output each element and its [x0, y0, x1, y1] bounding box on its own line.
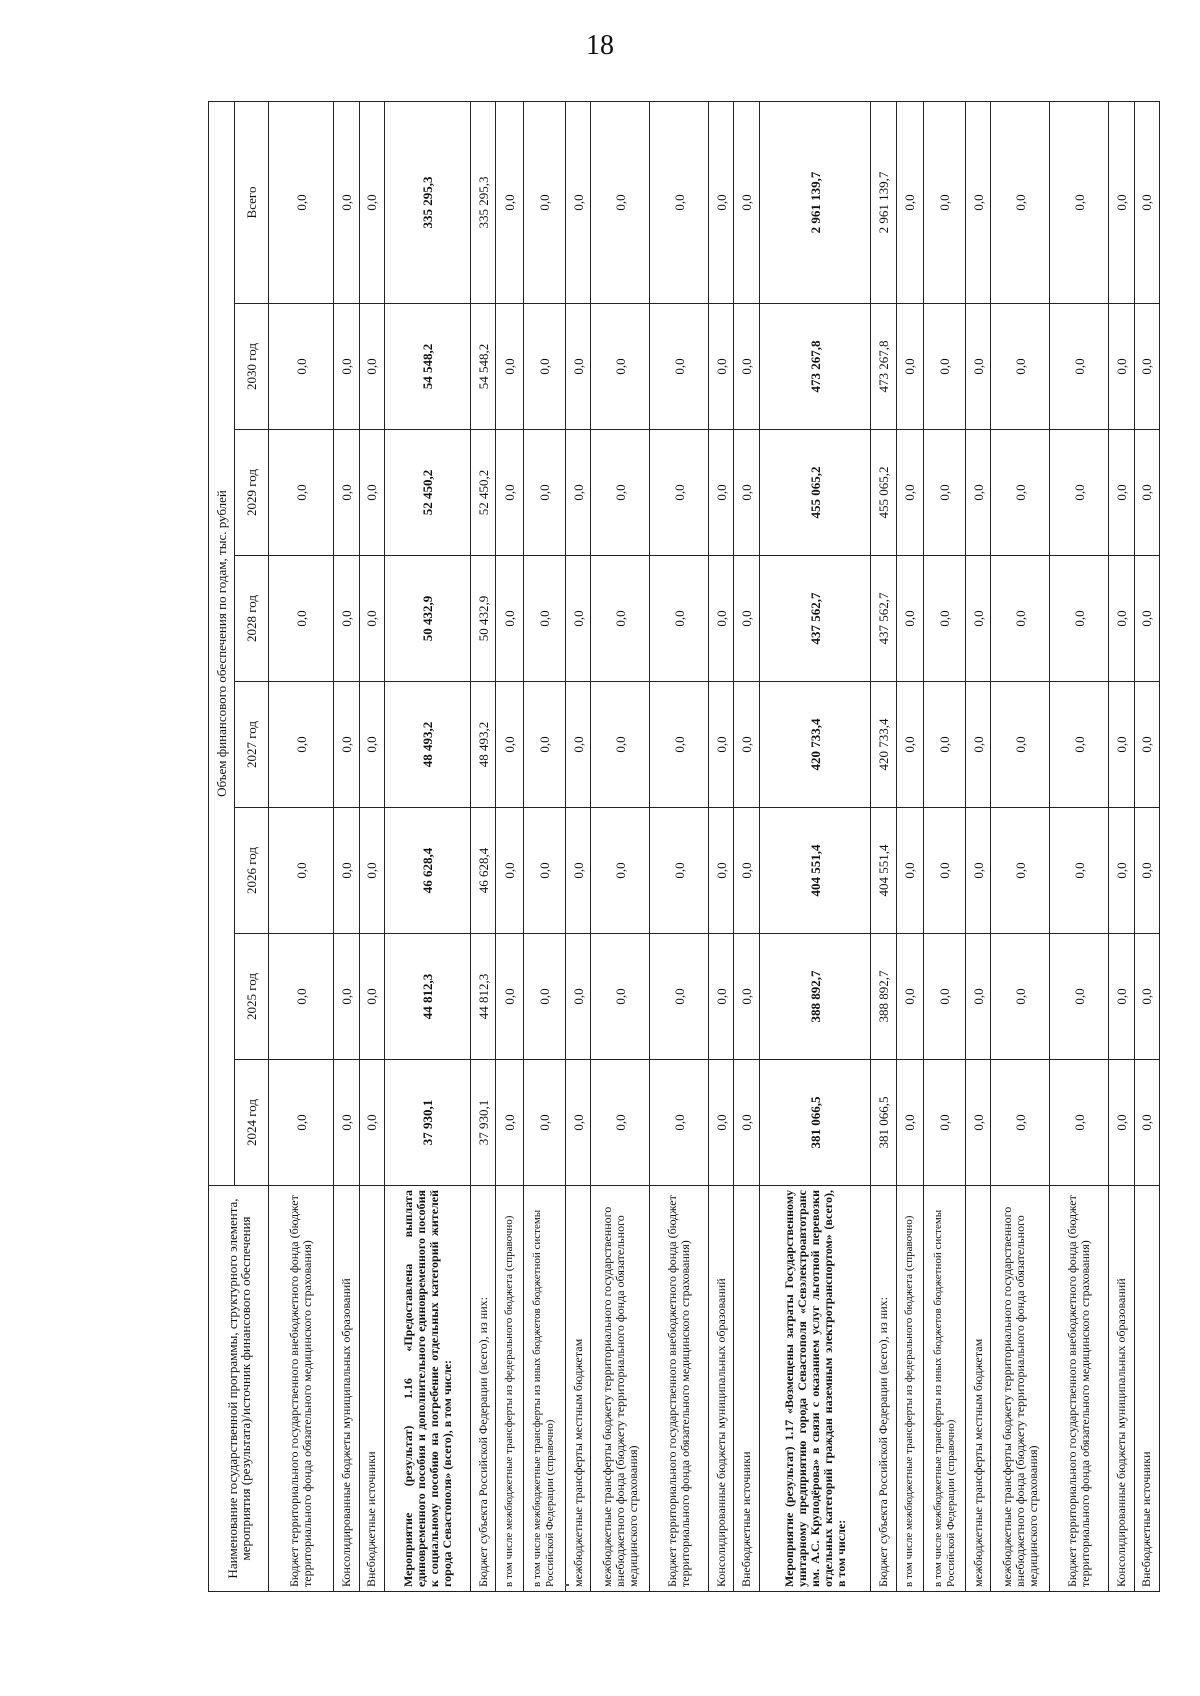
row-year-value: 48 493,2 — [471, 682, 496, 808]
row-label: в том числе межбюджетные трансферты из иных бюджетов бюджетной системы Российской Федерации (справочно) — [923, 1186, 965, 1592]
row-year-value: 404 551,4 — [759, 808, 871, 934]
table-row — [650, 101, 709, 1591]
row-label: в том числе межбюджетные трансферты из федерального бюджета (справочно) — [896, 1186, 923, 1592]
row-year-value: 0,0 — [496, 430, 523, 556]
row-year-value: 0,0 — [1109, 304, 1134, 430]
row-year-value: 0,0 — [269, 682, 334, 808]
table-row — [759, 101, 871, 1591]
row-year-value: 0,0 — [923, 934, 965, 1060]
row-year-value: 0,0 — [923, 808, 965, 934]
row-label: Мероприятие (результат) 1.17 «Возмещены затраты Государственному унитарному предприятию города Севастополя «Севэлектроавтотранс им. А.С. Круподёрова» в связи с оказанием услуг льготной перевозки отдельных категорий граждан наземным электротранспортом» (всего), в том числе: — [759, 1186, 871, 1592]
row-year-value: 473 267,8 — [759, 304, 871, 430]
row-year-value: 0,0 — [923, 430, 965, 556]
table-body — [269, 101, 1160, 1591]
row-year-value: 0,0 — [923, 556, 965, 682]
row-label: межбюджетные трансферты бюджету территориального государственного внебюджетного фонда (бюджету территориального фонда обязательного медицинского страхования) — [591, 1186, 650, 1592]
row-year-value: 381 066,5 — [871, 1060, 896, 1186]
row-year-value: 0,0 — [1134, 682, 1159, 808]
table-row — [734, 101, 759, 1591]
row-year-value: 54 548,2 — [471, 304, 496, 430]
row-year-value: 0,0 — [966, 430, 991, 556]
row-year-value: 0,0 — [359, 808, 384, 934]
row-year-value: 0,0 — [359, 682, 384, 808]
row-year-value: 0,0 — [896, 934, 923, 1060]
row-year-value: 37 930,1 — [384, 1060, 470, 1186]
row-year-value: 0,0 — [269, 1060, 334, 1186]
row-year-value: 473 267,8 — [871, 304, 896, 430]
row-year-value: 0,0 — [966, 934, 991, 1060]
row-year-value: 0,0 — [269, 808, 334, 934]
row-year-value: 0,0 — [269, 556, 334, 682]
row-year-value: 0,0 — [734, 430, 759, 556]
header-year: 2027 год — [235, 682, 269, 808]
row-year-value: 455 065,2 — [871, 430, 896, 556]
row-year-value: 0,0 — [709, 682, 734, 808]
row-year-value: 0,0 — [523, 1060, 565, 1186]
row-year-value: 0,0 — [896, 430, 923, 556]
row-total-value: 0,0 — [923, 101, 965, 303]
row-year-value: 0,0 — [896, 304, 923, 430]
row-total-value: 0,0 — [1050, 101, 1109, 303]
row-year-value: 0,0 — [359, 1060, 384, 1186]
header-group: Объем финансового обеспечения по годам, тыс. рублей — [209, 101, 235, 1185]
header-name-column: Наименование государственной программы, структурного элемента, мероприятия (результата)/источник финансового обеспечения — [209, 1186, 269, 1592]
row-label: Бюджет территориального государственного внебюджетного фонда (бюджет территориального фонда обязательного медицинского страхования) — [1050, 1186, 1109, 1592]
row-year-value: 0,0 — [734, 1060, 759, 1186]
row-label: Консолидированные бюджеты муниципальных образований — [1109, 1186, 1134, 1592]
row-total-value: 0,0 — [896, 101, 923, 303]
row-year-value: 0,0 — [1109, 934, 1134, 1060]
row-year-value: 0,0 — [1109, 430, 1134, 556]
header-year: 2030 год — [235, 304, 269, 430]
row-total-value: 2 961 139,7 — [759, 101, 871, 303]
row-year-value: 0,0 — [496, 556, 523, 682]
row-year-value: 0,0 — [896, 1060, 923, 1186]
row-year-value: 0,0 — [359, 934, 384, 1060]
row-year-value: 0,0 — [709, 808, 734, 934]
row-year-value: 52 450,2 — [471, 430, 496, 556]
row-year-value: 0,0 — [359, 430, 384, 556]
row-year-value: 0,0 — [966, 556, 991, 682]
row-total-value: 0,0 — [591, 101, 650, 303]
row-year-value: 0,0 — [565, 1060, 590, 1186]
row-year-value: 0,0 — [565, 682, 590, 808]
row-label: Консолидированные бюджеты муниципальных образований — [709, 1186, 734, 1592]
scan-speck — [565, 1584, 569, 1586]
row-year-value: 0,0 — [896, 682, 923, 808]
row-year-value: 0,0 — [991, 808, 1050, 934]
row-year-value: 0,0 — [734, 304, 759, 430]
row-year-value: 0,0 — [734, 934, 759, 1060]
row-label: межбюджетные трансферты местным бюджетам — [565, 1186, 590, 1592]
row-year-value: 0,0 — [966, 682, 991, 808]
row-year-value: 0,0 — [1134, 304, 1159, 430]
row-year-value: 0,0 — [650, 808, 709, 934]
row-total-value: 0,0 — [359, 101, 384, 303]
row-year-value: 0,0 — [991, 1060, 1050, 1186]
row-label: Консолидированные бюджеты муниципальных образований — [334, 1186, 359, 1592]
row-total-value: 0,0 — [1134, 101, 1159, 303]
row-year-value: 0,0 — [334, 556, 359, 682]
row-year-value: 0,0 — [709, 1060, 734, 1186]
header-year: 2026 год — [235, 808, 269, 934]
row-year-value: 0,0 — [334, 304, 359, 430]
row-year-value: 0,0 — [496, 304, 523, 430]
table-row — [991, 101, 1050, 1591]
table-row — [896, 101, 923, 1591]
table-row — [384, 101, 470, 1591]
row-year-value: 0,0 — [991, 682, 1050, 808]
row-year-value: 0,0 — [1050, 682, 1109, 808]
row-year-value: 0,0 — [991, 934, 1050, 1060]
row-year-value: 0,0 — [523, 556, 565, 682]
row-label: в том числе межбюджетные трансферты из иных бюджетов бюджетной системы Российской Федерации (справочно) — [523, 1186, 565, 1592]
row-year-value: 0,0 — [523, 808, 565, 934]
row-year-value: 388 892,7 — [759, 934, 871, 1060]
row-year-value: 0,0 — [1050, 1060, 1109, 1186]
row-year-value: 0,0 — [269, 934, 334, 1060]
row-year-value: 0,0 — [1050, 556, 1109, 682]
row-year-value: 420 733,4 — [871, 682, 896, 808]
row-label: в том числе межбюджетные трансферты из федерального бюджета (справочно) — [496, 1186, 523, 1592]
row-label: Внебюджетные источники — [1134, 1186, 1159, 1592]
row-label: Мероприятие (результат) 1.16 «Предоставлена выплата единовременного пособия и дополнительного единовременного пособия к социальному пособию на погребение отдельных категорий жителей города Севастополя» (всего), в том числе: — [384, 1186, 470, 1592]
row-year-value: 0,0 — [496, 1060, 523, 1186]
row-year-value: 0,0 — [1134, 1060, 1159, 1186]
table-row — [1109, 101, 1134, 1591]
row-year-value: 0,0 — [1109, 808, 1134, 934]
row-year-value: 0,0 — [734, 682, 759, 808]
row-year-value: 0,0 — [269, 430, 334, 556]
row-total-value: 0,0 — [269, 101, 334, 303]
table-row — [923, 101, 965, 1591]
table-row — [871, 101, 896, 1591]
row-year-value: 0,0 — [523, 934, 565, 1060]
table-row — [359, 101, 384, 1591]
row-year-value: 455 065,2 — [759, 430, 871, 556]
row-year-value: 0,0 — [734, 808, 759, 934]
row-year-value: 0,0 — [565, 808, 590, 934]
row-year-value: 0,0 — [923, 1060, 965, 1186]
row-year-value: 0,0 — [591, 934, 650, 1060]
rotated-table-wrapper — [208, 102, 1160, 1592]
financing-table — [208, 101, 1160, 1592]
table-row — [334, 101, 359, 1591]
row-year-value: 0,0 — [334, 430, 359, 556]
table-row — [966, 101, 991, 1591]
page-number: 18 — [586, 30, 614, 61]
row-year-value: 0,0 — [1109, 682, 1134, 808]
row-year-value: 0,0 — [923, 304, 965, 430]
row-total-value: 335 295,3 — [471, 101, 496, 303]
row-year-value: 0,0 — [359, 304, 384, 430]
row-year-value: 0,0 — [334, 934, 359, 1060]
table-row — [1050, 101, 1109, 1591]
row-year-value: 0,0 — [496, 682, 523, 808]
row-year-value: 0,0 — [1050, 808, 1109, 934]
row-year-value: 44 812,3 — [384, 934, 470, 1060]
table-row — [471, 101, 496, 1591]
row-year-value: 0,0 — [1134, 934, 1159, 1060]
row-total-value: 0,0 — [966, 101, 991, 303]
row-year-value: 0,0 — [565, 304, 590, 430]
row-total-value: 0,0 — [334, 101, 359, 303]
row-year-value: 0,0 — [523, 304, 565, 430]
row-year-value: 54 548,2 — [384, 304, 470, 430]
row-year-value: 0,0 — [1134, 808, 1159, 934]
row-year-value: 0,0 — [650, 430, 709, 556]
table-row — [269, 101, 334, 1591]
header-year: 2024 год — [235, 1060, 269, 1186]
row-total-value: 0,0 — [734, 101, 759, 303]
row-year-value: 46 628,4 — [384, 808, 470, 934]
table-row — [709, 101, 734, 1591]
row-year-value: 381 066,5 — [759, 1060, 871, 1186]
row-year-value: 0,0 — [966, 808, 991, 934]
row-year-value: 0,0 — [709, 430, 734, 556]
row-year-value: 50 432,9 — [384, 556, 470, 682]
row-total-value: 2 961 139,7 — [871, 101, 896, 303]
row-year-value: 0,0 — [565, 430, 590, 556]
row-year-value: 0,0 — [523, 430, 565, 556]
row-year-value: 0,0 — [734, 556, 759, 682]
row-total-value: 0,0 — [709, 101, 734, 303]
row-year-value: 0,0 — [709, 304, 734, 430]
row-year-value: 50 432,9 — [471, 556, 496, 682]
row-year-value: 404 551,4 — [871, 808, 896, 934]
row-year-value: 0,0 — [1050, 430, 1109, 556]
row-year-value: 0,0 — [709, 934, 734, 1060]
row-year-value: 0,0 — [650, 682, 709, 808]
row-year-value: 0,0 — [1050, 934, 1109, 1060]
row-total-value: 0,0 — [991, 101, 1050, 303]
row-year-value: 52 450,2 — [384, 430, 470, 556]
row-label: межбюджетные трансферты бюджету территориального государственного внебюджетного фонда (бюджету территориального фонда обязательного медицинского страхования) — [991, 1186, 1050, 1592]
table-row — [591, 101, 650, 1591]
row-year-value: 46 628,4 — [471, 808, 496, 934]
row-year-value: 0,0 — [334, 1060, 359, 1186]
row-year-value: 0,0 — [650, 304, 709, 430]
table-row — [496, 101, 523, 1591]
row-total-value: 0,0 — [650, 101, 709, 303]
row-year-value: 420 733,4 — [759, 682, 871, 808]
row-label: межбюджетные трансферты местным бюджетам — [966, 1186, 991, 1592]
row-year-value: 0,0 — [269, 304, 334, 430]
row-label: Внебюджетные источники — [734, 1186, 759, 1592]
row-year-value: 0,0 — [565, 934, 590, 1060]
row-total-value: 0,0 — [1109, 101, 1134, 303]
row-year-value: 0,0 — [966, 304, 991, 430]
row-year-value: 0,0 — [991, 430, 1050, 556]
row-year-value: 388 892,7 — [871, 934, 896, 1060]
row-year-value: 0,0 — [1109, 556, 1134, 682]
row-label: Бюджет территориального государственного внебюджетного фонда (бюджет территориального фонда обязательного медицинского страхования) — [650, 1186, 709, 1592]
row-year-value: 0,0 — [591, 304, 650, 430]
row-year-value: 0,0 — [591, 430, 650, 556]
row-year-value: 37 930,1 — [471, 1060, 496, 1186]
row-year-value: 0,0 — [591, 808, 650, 934]
table-row — [1134, 101, 1159, 1591]
row-year-value: 0,0 — [359, 556, 384, 682]
row-label: Бюджет субъекта Российской Федерации (всего), из них: — [471, 1186, 496, 1592]
row-year-value: 0,0 — [896, 556, 923, 682]
row-year-value: 0,0 — [496, 808, 523, 934]
row-year-value: 0,0 — [523, 682, 565, 808]
row-label: Бюджет субъекта Российской Федерации (всего), из них: — [871, 1186, 896, 1592]
row-year-value: 0,0 — [591, 556, 650, 682]
row-year-value: 0,0 — [1109, 1060, 1134, 1186]
row-year-value: 0,0 — [966, 1060, 991, 1186]
row-year-value: 48 493,2 — [384, 682, 470, 808]
row-year-value: 0,0 — [991, 556, 1050, 682]
row-year-value: 0,0 — [896, 808, 923, 934]
header-total: Всего — [235, 101, 269, 303]
header-year: 2025 год — [235, 934, 269, 1060]
row-year-value: 0,0 — [1134, 430, 1159, 556]
row-label: Бюджет территориального государственного внебюджетного фонда (бюджет территориального фонда обязательного медицинского страхования) — [269, 1186, 334, 1592]
row-year-value: 44 812,3 — [471, 934, 496, 1060]
header-year: 2028 год — [235, 556, 269, 682]
row-year-value: 0,0 — [334, 808, 359, 934]
row-year-value: 0,0 — [923, 682, 965, 808]
row-year-value: 0,0 — [650, 556, 709, 682]
row-year-value: 0,0 — [565, 556, 590, 682]
header-year: 2029 год — [235, 430, 269, 556]
row-year-value: 0,0 — [334, 682, 359, 808]
row-year-value: 0,0 — [709, 556, 734, 682]
row-total-value: 0,0 — [565, 101, 590, 303]
table-row — [565, 101, 590, 1591]
row-year-value: 0,0 — [591, 1060, 650, 1186]
row-total-value: 335 295,3 — [384, 101, 470, 303]
row-year-value: 0,0 — [650, 934, 709, 1060]
row-total-value: 0,0 — [523, 101, 565, 303]
row-year-value: 437 562,7 — [759, 556, 871, 682]
row-year-value: 0,0 — [650, 1060, 709, 1186]
table-row — [523, 101, 565, 1591]
row-year-value: 437 562,7 — [871, 556, 896, 682]
row-year-value: 0,0 — [1134, 556, 1159, 682]
row-label: Внебюджетные источники — [359, 1186, 384, 1592]
row-year-value: 0,0 — [1050, 304, 1109, 430]
row-year-value: 0,0 — [991, 304, 1050, 430]
row-year-value: 0,0 — [496, 934, 523, 1060]
row-year-value: 0,0 — [591, 682, 650, 808]
row-total-value: 0,0 — [496, 101, 523, 303]
